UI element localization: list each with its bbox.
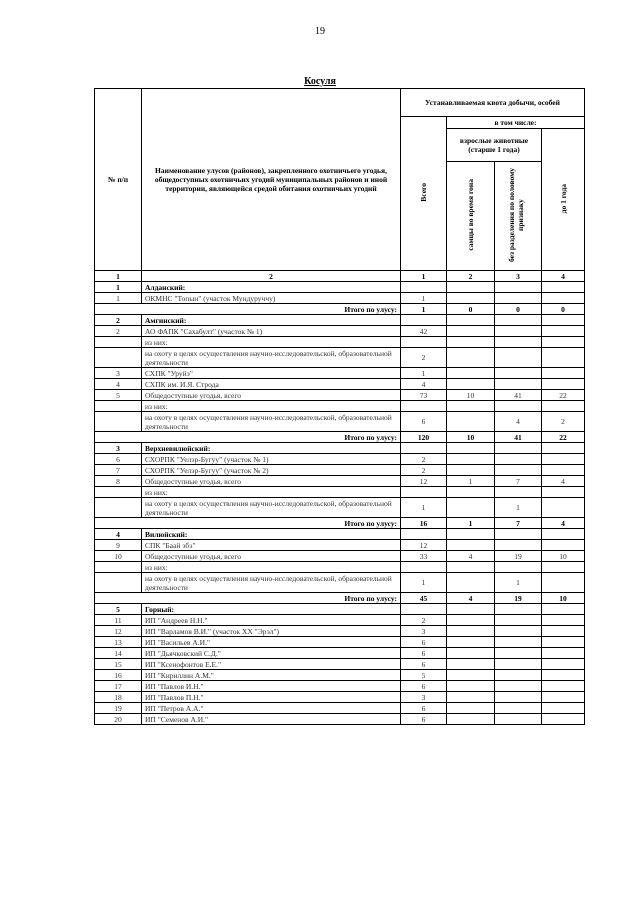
value-cell: 5 xyxy=(401,670,447,681)
value-cell xyxy=(542,562,585,573)
value-cell: 6 xyxy=(401,648,447,659)
table-row xyxy=(95,551,585,562)
row-number: 10 xyxy=(95,551,142,562)
row-number xyxy=(95,337,142,348)
ulus-row xyxy=(95,282,585,293)
value-cell: 0 xyxy=(495,304,542,315)
value-cell: 6 xyxy=(401,637,447,648)
value-cell: 6 xyxy=(401,412,447,432)
row-name: ИП "Петров А.А." xyxy=(142,703,401,714)
value-cell xyxy=(447,681,495,692)
empty-cell xyxy=(542,282,585,293)
table-title: Косуля xyxy=(304,76,336,87)
header-num: № п/п xyxy=(95,89,142,271)
value-cell: 45 xyxy=(401,593,447,604)
ulus-row xyxy=(95,529,585,540)
row-name: на охоту в целях осуществления научно-исследовательской, образовательной деятельности xyxy=(142,412,401,432)
table-row xyxy=(95,692,585,703)
value-cell xyxy=(542,681,585,692)
value-cell xyxy=(495,348,542,368)
row-number xyxy=(95,412,142,432)
value-cell xyxy=(495,703,542,714)
table-row xyxy=(95,401,585,412)
value-cell: 4 xyxy=(495,412,542,432)
value-cell xyxy=(401,337,447,348)
value-cell: 120 xyxy=(401,432,447,443)
row-number: 13 xyxy=(95,637,142,648)
table-row xyxy=(95,498,585,518)
value-cell: 6 xyxy=(401,659,447,670)
value-cell: 1 xyxy=(401,498,447,518)
row-name: из них: xyxy=(142,337,401,348)
page-number: 19 xyxy=(315,26,325,37)
row-name: на охоту в целях осуществления научно-исследовательской, образовательной деятельности xyxy=(142,498,401,518)
empty-cell xyxy=(447,529,495,540)
row-number: 16 xyxy=(95,670,142,681)
table-row xyxy=(95,573,585,593)
value-cell xyxy=(542,379,585,390)
value-cell xyxy=(495,487,542,498)
value-cell: 2 xyxy=(401,454,447,465)
empty-cell xyxy=(447,282,495,293)
row-name: ИП "Андреев Н.Н." xyxy=(142,615,401,626)
row-name: ИП "Павлов И.Н." xyxy=(142,681,401,692)
header-young: до 1 года xyxy=(542,129,585,271)
row-number: 12 xyxy=(95,626,142,637)
table-row xyxy=(95,487,585,498)
value-cell xyxy=(447,703,495,714)
value-cell xyxy=(542,615,585,626)
table-row xyxy=(95,681,585,692)
row-name: Общедоступные угодья, всего xyxy=(142,551,401,562)
empty-cell xyxy=(495,282,542,293)
row-number: 19 xyxy=(95,703,142,714)
value-cell xyxy=(542,465,585,476)
value-cell xyxy=(447,487,495,498)
empty-cell xyxy=(401,315,447,326)
value-cell: 16 xyxy=(401,518,447,529)
value-cell xyxy=(495,379,542,390)
ulus-name: Алданский: xyxy=(142,282,401,293)
row-number: 1 xyxy=(95,293,142,304)
table-row xyxy=(95,670,585,681)
value-cell: 2 xyxy=(401,465,447,476)
value-cell: 22 xyxy=(542,390,585,401)
value-cell: 73 xyxy=(401,390,447,401)
table-row xyxy=(95,648,585,659)
empty-cell xyxy=(495,604,542,615)
row-name: СХПК им. И.Я. Строда xyxy=(142,379,401,390)
ulus-row xyxy=(95,604,585,615)
table-row xyxy=(95,465,585,476)
table-row xyxy=(95,659,585,670)
row-name: из них: xyxy=(142,487,401,498)
value-cell xyxy=(542,337,585,348)
colnum-cell: 4 xyxy=(542,271,585,282)
value-cell xyxy=(401,401,447,412)
row-name: на охоту в целях осуществления научно-исследовательской, образовательной деятельности xyxy=(142,348,401,368)
empty-cell xyxy=(542,604,585,615)
value-cell xyxy=(447,368,495,379)
value-cell: 4 xyxy=(447,551,495,562)
value-cell: 3 xyxy=(401,626,447,637)
value-cell xyxy=(495,337,542,348)
value-cell xyxy=(495,637,542,648)
value-cell: 10 xyxy=(447,432,495,443)
value-cell: 7 xyxy=(495,476,542,487)
value-cell: 4 xyxy=(542,476,585,487)
row-name: СХПК "Уруйэ" xyxy=(142,368,401,379)
empty-cell xyxy=(542,315,585,326)
value-cell xyxy=(495,562,542,573)
row-number: 3 xyxy=(95,368,142,379)
row-name: ИП "Варламов В.И." (участок ХХ "Эрэл") xyxy=(142,626,401,637)
row-name: ИП "Васильев А.И." xyxy=(142,637,401,648)
value-cell xyxy=(542,487,585,498)
quota-table xyxy=(94,88,585,725)
value-cell xyxy=(447,401,495,412)
table-row xyxy=(95,703,585,714)
value-cell: 4 xyxy=(447,593,495,604)
empty-cell xyxy=(401,529,447,540)
value-cell: 10 xyxy=(542,551,585,562)
value-cell xyxy=(495,714,542,725)
value-cell: 6 xyxy=(401,681,447,692)
value-cell: 0 xyxy=(447,304,495,315)
row-number: 11 xyxy=(95,615,142,626)
table-row xyxy=(95,326,585,337)
value-cell xyxy=(542,368,585,379)
row-number: 1 xyxy=(95,282,142,293)
value-cell: 6 xyxy=(401,703,447,714)
value-cell xyxy=(447,648,495,659)
ulus-name: Горный: xyxy=(142,604,401,615)
table-row xyxy=(95,476,585,487)
empty-cell xyxy=(495,529,542,540)
empty-cell xyxy=(401,604,447,615)
value-cell xyxy=(495,465,542,476)
value-cell xyxy=(447,562,495,573)
row-number: 18 xyxy=(95,692,142,703)
value-cell xyxy=(542,659,585,670)
row-number: 4 xyxy=(95,379,142,390)
empty-cell xyxy=(401,282,447,293)
table-row xyxy=(95,626,585,637)
row-number: 4 xyxy=(95,529,142,540)
row-number: 2 xyxy=(95,315,142,326)
value-cell: 1 xyxy=(495,498,542,518)
total-label: Итого по улусу: xyxy=(95,518,401,529)
value-cell: 4 xyxy=(542,518,585,529)
row-name: на охоту в целях осуществления научно-исследовательской, образовательной деятельности xyxy=(142,573,401,593)
value-cell xyxy=(447,540,495,551)
value-cell xyxy=(542,626,585,637)
colnum-cell: 2 xyxy=(447,271,495,282)
value-cell: 19 xyxy=(495,593,542,604)
table-row xyxy=(95,368,585,379)
table-row xyxy=(95,540,585,551)
table-row xyxy=(95,615,585,626)
row-number: 5 xyxy=(95,604,142,615)
row-name: Общедоступные угодья, всего xyxy=(142,476,401,487)
value-cell: 41 xyxy=(495,432,542,443)
row-name: ИП "Павлов П.Н." xyxy=(142,692,401,703)
value-cell xyxy=(495,692,542,703)
value-cell: 2 xyxy=(401,615,447,626)
empty-cell xyxy=(495,315,542,326)
header-including: в том числе: xyxy=(447,117,585,129)
value-cell xyxy=(495,681,542,692)
value-cell xyxy=(447,337,495,348)
row-name: СХОРПК "Уелэр-Бугуу" (участок № 1) xyxy=(142,454,401,465)
empty-cell xyxy=(542,529,585,540)
row-name: СПК "Баай эбэ" xyxy=(142,540,401,551)
value-cell xyxy=(542,498,585,518)
value-cell: 10 xyxy=(447,390,495,401)
value-cell xyxy=(495,670,542,681)
value-cell xyxy=(447,498,495,518)
empty-cell xyxy=(447,315,495,326)
ulus-name: Амгинский: xyxy=(142,315,401,326)
row-name: из них: xyxy=(142,562,401,573)
header-no-sex: без разделения по половому признаку xyxy=(495,162,542,271)
value-cell: 19 xyxy=(495,551,542,562)
value-cell xyxy=(495,615,542,626)
value-cell: 3 xyxy=(401,692,447,703)
value-cell xyxy=(495,293,542,304)
value-cell xyxy=(447,659,495,670)
value-cell: 4 xyxy=(401,379,447,390)
row-number xyxy=(95,573,142,593)
value-cell xyxy=(447,379,495,390)
row-number xyxy=(95,562,142,573)
value-cell xyxy=(447,348,495,368)
row-number xyxy=(95,487,142,498)
colnum-cell: 3 xyxy=(495,271,542,282)
colnum-cell: 1 xyxy=(401,271,447,282)
row-name: ИП "Ксенофонтов Е.Е." xyxy=(142,659,401,670)
table-row xyxy=(95,390,585,401)
table-row xyxy=(95,454,585,465)
row-number: 2 xyxy=(95,326,142,337)
value-cell xyxy=(447,326,495,337)
empty-cell xyxy=(447,604,495,615)
row-name: АО ФАПК "Сахабулт" (участок № 1) xyxy=(142,326,401,337)
total-row xyxy=(95,593,585,604)
value-cell xyxy=(542,348,585,368)
row-number: 5 xyxy=(95,390,142,401)
row-number: 17 xyxy=(95,681,142,692)
empty-cell xyxy=(401,443,447,454)
row-number: 20 xyxy=(95,714,142,725)
value-cell xyxy=(495,368,542,379)
row-name: из них: xyxy=(142,401,401,412)
value-cell: 1 xyxy=(447,476,495,487)
value-cell xyxy=(447,573,495,593)
value-cell xyxy=(447,670,495,681)
value-cell: 1 xyxy=(401,368,447,379)
row-name: Общедоступные угодья, всего xyxy=(142,390,401,401)
value-cell: 12 xyxy=(401,540,447,551)
value-cell: 6 xyxy=(401,714,447,725)
header-row-1 xyxy=(95,89,585,117)
row-number xyxy=(95,401,142,412)
value-cell xyxy=(542,703,585,714)
value-cell: 1 xyxy=(495,573,542,593)
value-cell xyxy=(495,540,542,551)
value-cell xyxy=(401,562,447,573)
value-cell xyxy=(495,648,542,659)
ulus-row xyxy=(95,315,585,326)
header-name: Наименование улусов (районов), закрепленного охотничьего угодья, общедоступных охотничьих угодий муниципальных районов и иной территории, являющейся средой обитания охотничьих угодий xyxy=(142,89,401,271)
total-row xyxy=(95,304,585,315)
total-label: Итого по улусу: xyxy=(95,304,401,315)
row-name: ИП "Семенов А.И." xyxy=(142,714,401,725)
total-row xyxy=(95,518,585,529)
table-row xyxy=(95,562,585,573)
value-cell xyxy=(542,401,585,412)
value-cell: 33 xyxy=(401,551,447,562)
value-cell xyxy=(542,573,585,593)
header-adults: взрослые животные (старше 1 года) xyxy=(447,129,542,162)
value-cell xyxy=(495,401,542,412)
value-cell xyxy=(542,540,585,551)
table-row xyxy=(95,637,585,648)
total-label: Итого по улусу: xyxy=(95,593,401,604)
value-cell: 7 xyxy=(495,518,542,529)
table-row xyxy=(95,379,585,390)
row-name: СХОРПК "Уелэр-Бугуу" (участок № 2) xyxy=(142,465,401,476)
value-cell: 1 xyxy=(401,573,447,593)
value-cell xyxy=(542,692,585,703)
row-number: 6 xyxy=(95,454,142,465)
row-number: 8 xyxy=(95,476,142,487)
table-row xyxy=(95,348,585,368)
value-cell xyxy=(542,293,585,304)
value-cell xyxy=(542,454,585,465)
header-males: самцы во время гона xyxy=(447,162,495,271)
value-cell: 2 xyxy=(542,412,585,432)
table-row xyxy=(95,412,585,432)
value-cell xyxy=(447,637,495,648)
value-cell xyxy=(401,487,447,498)
row-number: 9 xyxy=(95,540,142,551)
table-row xyxy=(95,337,585,348)
row-name: ОКМНС "Топын" (участок Мундуруччу) xyxy=(142,293,401,304)
row-number xyxy=(95,348,142,368)
row-number: 15 xyxy=(95,659,142,670)
header-quota: Устанавливаемая квота добычи, особей xyxy=(401,89,585,117)
value-cell: 10 xyxy=(542,593,585,604)
total-label: Итого по улусу: xyxy=(95,432,401,443)
value-cell: 1 xyxy=(401,293,447,304)
colnum-cell: 1 xyxy=(95,271,142,282)
value-cell: 12 xyxy=(401,476,447,487)
value-cell xyxy=(495,626,542,637)
value-cell: 42 xyxy=(401,326,447,337)
value-cell xyxy=(542,326,585,337)
value-cell: 2 xyxy=(401,348,447,368)
value-cell xyxy=(542,670,585,681)
value-cell xyxy=(542,637,585,648)
value-cell xyxy=(495,454,542,465)
value-cell xyxy=(447,692,495,703)
value-cell xyxy=(447,412,495,432)
ulus-name: Верхневилюйский: xyxy=(142,443,401,454)
empty-cell xyxy=(542,443,585,454)
header-total: Всего xyxy=(401,117,447,271)
row-number: 14 xyxy=(95,648,142,659)
value-cell xyxy=(495,326,542,337)
value-cell xyxy=(447,626,495,637)
row-number: 3 xyxy=(95,443,142,454)
ulus-name: Вилюйский: xyxy=(142,529,401,540)
value-cell xyxy=(495,659,542,670)
value-cell: 22 xyxy=(542,432,585,443)
value-cell xyxy=(542,714,585,725)
value-cell xyxy=(447,714,495,725)
value-cell xyxy=(542,648,585,659)
ulus-row xyxy=(95,443,585,454)
value-cell xyxy=(447,615,495,626)
row-name: ИП "Кириллин А.М." xyxy=(142,670,401,681)
table-row xyxy=(95,714,585,725)
value-cell: 1 xyxy=(447,518,495,529)
row-name: ИП "Дьячковский С.Д." xyxy=(142,648,401,659)
value-cell xyxy=(447,465,495,476)
total-row xyxy=(95,432,585,443)
empty-cell xyxy=(495,443,542,454)
value-cell: 1 xyxy=(401,304,447,315)
empty-cell xyxy=(447,443,495,454)
table-row xyxy=(95,293,585,304)
value-cell: 41 xyxy=(495,390,542,401)
row-number: 7 xyxy=(95,465,142,476)
value-cell: 0 xyxy=(542,304,585,315)
row-number xyxy=(95,498,142,518)
value-cell xyxy=(447,454,495,465)
value-cell xyxy=(447,293,495,304)
column-number-row xyxy=(95,271,585,282)
colnum-cell: 2 xyxy=(142,271,401,282)
